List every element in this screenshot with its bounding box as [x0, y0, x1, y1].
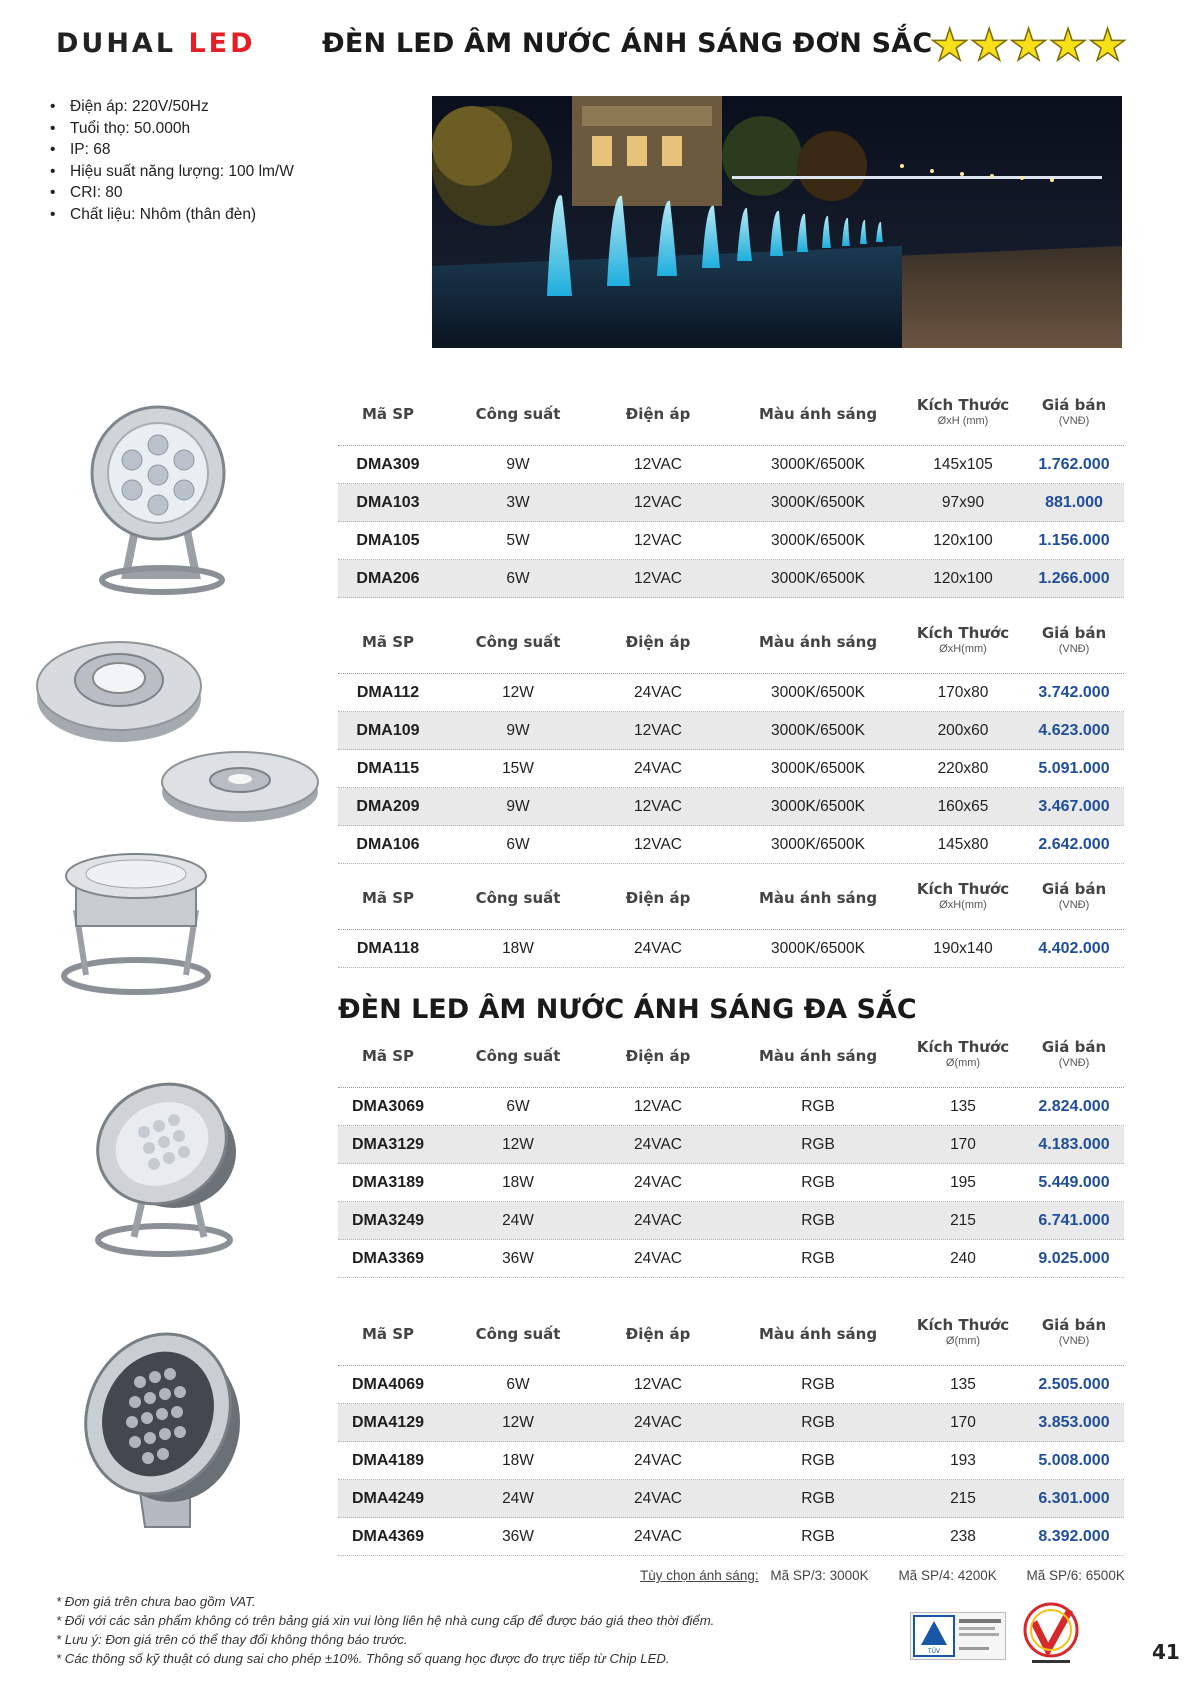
footnote: * Các thông số kỹ thuật có dung sai cho phép ±10%. Thông số quang học được đo trực tiếp từ Chip LED. — [56, 1651, 670, 1666]
cell-price: 5.449.000 — [1038, 1174, 1110, 1191]
cell-price: 4.402.000 — [1038, 940, 1110, 957]
col-header-price: Giá bán (VNĐ) — [1041, 1038, 1107, 1069]
cell-size: 220x80 — [937, 760, 989, 777]
cell-code: DMA4069 — [351, 1376, 425, 1393]
cell-voltage: 12VAC — [634, 836, 682, 853]
star-rating — [930, 21, 1128, 70]
brand-name: DUHAL — [56, 28, 177, 59]
cell-size: 97x90 — [941, 494, 985, 511]
cell-code: DMA3129 — [351, 1136, 425, 1153]
cell-price: 5.008.000 — [1038, 1452, 1110, 1469]
hero-fountain-photo — [432, 96, 1122, 348]
cell-power: 5W — [506, 532, 530, 549]
cell-color: RGB — [801, 1136, 835, 1153]
cell-power: 15W — [502, 760, 534, 777]
cell-voltage: 12VAC — [634, 494, 682, 511]
cell-price: 6.741.000 — [1038, 1212, 1110, 1229]
cell-code: DMA4249 — [351, 1490, 425, 1507]
cell-power: 18W — [502, 1452, 534, 1469]
cell-code: DMA4129 — [351, 1414, 425, 1431]
cell-color: 3000K/6500K — [771, 684, 865, 701]
star-icon: ★ — [1008, 21, 1049, 70]
page-number: 41 — [1152, 1640, 1180, 1664]
col-header-code: Mã SP — [361, 633, 415, 651]
table-row — [338, 1442, 1124, 1480]
star-icon: ★ — [1048, 21, 1088, 70]
cell-power: 12W — [502, 1136, 534, 1153]
table-row — [338, 1366, 1124, 1404]
cell-code: DMA105 — [356, 532, 420, 549]
cell-color: 3000K/6500K — [771, 722, 865, 739]
cell-size: 145x105 — [933, 456, 993, 473]
cell-code: DMA206 — [356, 570, 420, 587]
cell-price: 3.742.000 — [1038, 684, 1110, 701]
cell-color: 3000K/6500K — [771, 798, 865, 815]
cell-size: 200x60 — [937, 722, 989, 739]
cell-power: 18W — [502, 1174, 534, 1191]
col-header-price: Giá bán (VNĐ) — [1041, 1316, 1107, 1347]
cell-price: 4.623.000 — [1038, 722, 1110, 739]
col-header-color: Màu ánh sáng — [758, 1325, 878, 1343]
cell-power: 24W — [502, 1212, 534, 1229]
table-row — [338, 1126, 1124, 1164]
light-options — [640, 1568, 1151, 1583]
cell-power: 3W — [506, 494, 530, 511]
cell-power: 12W — [502, 1414, 534, 1431]
col-header-power: Công suất — [475, 1325, 561, 1343]
cell-size: 195 — [950, 1174, 976, 1191]
cell-code: DMA115 — [356, 760, 420, 777]
table-header — [338, 874, 1124, 930]
cell-power: 12W — [502, 684, 534, 701]
cell-code: DMA209 — [356, 798, 420, 815]
col-header-price: Giá bán (VNĐ) — [1041, 396, 1107, 427]
cell-color: RGB — [801, 1098, 835, 1115]
cell-voltage: 24VAC — [634, 1490, 682, 1507]
spec-item: • Chất liệu: Nhôm (thân đèn) — [50, 204, 294, 226]
product-image-dma112 — [34, 628, 204, 746]
cell-color: RGB — [801, 1250, 835, 1267]
cell-color: 3000K/6500K — [771, 760, 865, 777]
cell-voltage: 12VAC — [634, 722, 682, 739]
spec-item: • Điện áp: 220V/50Hz — [50, 96, 294, 118]
cell-code: DMA3189 — [351, 1174, 425, 1191]
col-header-power: Công suất — [475, 633, 561, 651]
brand-logo — [56, 28, 256, 59]
cell-color: 3000K/6500K — [771, 494, 865, 511]
table-row — [338, 522, 1124, 560]
cell-voltage: 24VAC — [634, 1414, 682, 1431]
table-header — [338, 618, 1124, 674]
col-header-color: Màu ánh sáng — [758, 633, 878, 651]
cell-price: 9.025.000 — [1038, 1250, 1110, 1267]
col-header-price: Giá bán (VNĐ) — [1041, 624, 1107, 655]
col-header-voltage: Điện áp — [625, 633, 691, 651]
cell-price: 2.505.000 — [1038, 1376, 1110, 1393]
cell-voltage: 24VAC — [634, 1212, 682, 1229]
spec-item: • CRI: 80 — [50, 182, 294, 204]
cell-code: DMA103 — [356, 494, 420, 511]
product-image-dma3069 — [84, 1072, 244, 1262]
spec-item: • IP: 68 — [50, 139, 294, 161]
cell-voltage: 12VAC — [634, 570, 682, 587]
cell-size: 170 — [950, 1414, 976, 1431]
col-header-color: Màu ánh sáng — [758, 1047, 878, 1065]
cell-size: 135 — [950, 1098, 976, 1115]
cell-power: 24W — [502, 1490, 534, 1507]
col-header-color: Màu ánh sáng — [758, 889, 878, 907]
col-header-price: Giá bán (VNĐ) — [1041, 880, 1107, 911]
table-header — [338, 1310, 1124, 1366]
cell-power: 9W — [506, 798, 530, 815]
cell-voltage: 12VAC — [634, 1376, 682, 1393]
table-row — [338, 1088, 1124, 1126]
cell-size: 238 — [950, 1528, 976, 1545]
col-header-code: Mã SP — [361, 889, 415, 907]
cell-voltage: 24VAC — [634, 940, 682, 957]
cell-price: 1.762.000 — [1038, 456, 1110, 473]
cell-size: 170x80 — [937, 684, 989, 701]
cell-power: 6W — [506, 1376, 530, 1393]
cell-color: 3000K/6500K — [771, 532, 865, 549]
cell-size: 145x80 — [937, 836, 989, 853]
cell-code: DMA3369 — [351, 1250, 425, 1267]
spec-list — [50, 96, 294, 225]
col-header-size: Kích Thước Ø(mm) — [916, 1038, 1010, 1069]
cell-color: RGB — [801, 1452, 835, 1469]
cell-color: 3000K/6500K — [771, 456, 865, 473]
col-header-power: Công suất — [475, 889, 561, 907]
cell-power: 6W — [506, 836, 530, 853]
cell-voltage: 24VAC — [634, 1452, 682, 1469]
col-header-color: Màu ánh sáng — [758, 405, 878, 423]
light-option: Mã SP/6: 6500K — [1026, 1568, 1125, 1583]
cell-power: 36W — [502, 1250, 534, 1267]
cell-voltage: 24VAC — [634, 1174, 682, 1191]
brand-led: LED — [188, 28, 256, 59]
cell-power: 36W — [502, 1528, 534, 1545]
table-row — [338, 446, 1124, 484]
cell-price: 3.467.000 — [1038, 798, 1110, 815]
product-image-dma4069 — [80, 1322, 248, 1538]
cell-size: 120x100 — [933, 570, 993, 587]
tuv-certification-logo — [910, 1612, 1006, 1660]
cell-code: DMA309 — [356, 456, 420, 473]
cell-code: DMA3249 — [351, 1212, 425, 1229]
table-row — [338, 674, 1124, 712]
cell-color: RGB — [801, 1528, 835, 1545]
col-header-code: Mã SP — [361, 405, 415, 423]
cell-color: RGB — [801, 1490, 835, 1507]
col-header-voltage: Điện áp — [625, 889, 691, 907]
cell-power: 9W — [506, 722, 530, 739]
cell-voltage: 12VAC — [634, 1098, 682, 1115]
footnote: * Đối với các sản phẩm không có trên bảng giá xin vui lòng liên hệ nhà cung cấp để được báo giá theo thời điểm. — [56, 1613, 715, 1628]
col-header-size: Kích Thước ØxH(mm) — [916, 624, 1010, 655]
cell-code: DMA4369 — [351, 1528, 425, 1545]
table-row — [338, 1480, 1124, 1518]
col-header-voltage: Điện áp — [625, 1325, 691, 1343]
col-header-code: Mã SP — [361, 1325, 415, 1343]
cell-price: 6.301.000 — [1038, 1490, 1110, 1507]
cell-voltage: 12VAC — [634, 532, 682, 549]
cell-price: 5.091.000 — [1038, 760, 1110, 777]
cell-size: 190x140 — [933, 940, 993, 957]
star-icon: ★ — [930, 21, 970, 70]
svg-text:TÜV: TÜV — [927, 1648, 941, 1655]
col-header-power: Công suất — [475, 1047, 561, 1065]
light-option: Mã SP/4: 4200K — [898, 1568, 997, 1583]
table-row — [338, 750, 1124, 788]
cell-size: 215 — [950, 1212, 976, 1229]
cell-price: 2.824.000 — [1038, 1098, 1110, 1115]
cell-code: DMA118 — [356, 940, 420, 957]
table-header — [338, 1032, 1124, 1088]
footnotes — [56, 1592, 714, 1668]
cell-power: 18W — [502, 940, 534, 957]
table-row — [338, 826, 1124, 864]
cell-power: 6W — [506, 1098, 530, 1115]
cell-power: 6W — [506, 570, 530, 587]
table-row — [338, 484, 1124, 522]
table-header — [338, 390, 1124, 446]
table-row — [338, 1202, 1124, 1240]
cell-color: RGB — [801, 1174, 835, 1191]
cell-voltage: 12VAC — [634, 798, 682, 815]
price-table-1 — [338, 390, 1124, 598]
price-table-2 — [338, 618, 1124, 864]
cell-size: 135 — [950, 1376, 976, 1393]
cell-voltage: 24VAC — [634, 760, 682, 777]
cell-color: 3000K/6500K — [771, 836, 865, 853]
light-options-label: Tùy chọn ánh sáng: — [640, 1568, 759, 1583]
cell-code: DMA4189 — [351, 1452, 425, 1469]
table-row — [338, 1164, 1124, 1202]
table-row — [338, 1518, 1124, 1556]
col-header-voltage: Điện áp — [625, 1047, 691, 1065]
table-row — [338, 930, 1124, 968]
price-table-4 — [338, 1032, 1124, 1278]
footnote: * Đơn giá trên chưa bao gồm VAT. — [56, 1594, 256, 1609]
product-image-dma118 — [56, 850, 214, 998]
price-table-3 — [338, 874, 1124, 968]
table-row — [338, 1240, 1124, 1278]
cell-voltage: 24VAC — [634, 1250, 682, 1267]
table-row — [338, 560, 1124, 598]
cell-color: RGB — [801, 1376, 835, 1393]
section-title-multicolor: ĐÈN LED ÂM NƯỚC ÁNH SÁNG ĐA SẮC — [338, 994, 917, 1025]
table-row — [338, 788, 1124, 826]
cell-color: 3000K/6500K — [771, 570, 865, 587]
cell-power: 9W — [506, 456, 530, 473]
cell-voltage: 24VAC — [634, 1528, 682, 1545]
product-image-dma109 — [160, 740, 320, 826]
cell-price: 4.183.000 — [1038, 1136, 1110, 1153]
cell-size: 160x65 — [937, 798, 989, 815]
col-header-power: Công suất — [475, 405, 561, 423]
table-row — [338, 712, 1124, 750]
cell-price: 8.392.000 — [1038, 1528, 1110, 1545]
cell-color: RGB — [801, 1212, 835, 1229]
product-image-dma309 — [86, 405, 238, 595]
footnote: * Lưu ý: Đơn giá trên có thể thay đổi không thông báo trước. — [56, 1632, 408, 1647]
cell-size: 120x100 — [933, 532, 993, 549]
cell-code: DMA106 — [356, 836, 420, 853]
cell-color: 3000K/6500K — [771, 940, 865, 957]
cell-code: DMA112 — [356, 684, 420, 701]
cell-size: 193 — [950, 1452, 976, 1469]
table-row — [338, 1404, 1124, 1442]
star-icon: ★ — [1087, 21, 1128, 70]
spec-item: • Hiệu suất năng lượng: 100 lm/W — [50, 161, 294, 183]
col-header-size: Kích Thước ØxH (mm) — [916, 396, 1010, 427]
price-table-5 — [338, 1310, 1124, 1556]
col-header-voltage: Điện áp — [625, 405, 691, 423]
cell-price: 3.853.000 — [1038, 1414, 1110, 1431]
cell-voltage: 24VAC — [634, 684, 682, 701]
cell-price: 2.642.000 — [1038, 836, 1110, 853]
cell-code: DMA3069 — [351, 1098, 425, 1115]
col-header-code: Mã SP — [361, 1047, 415, 1065]
hvnclc-seal-logo — [1022, 1600, 1080, 1670]
col-header-size: Kích Thước ØxH(mm) — [916, 880, 1010, 911]
cell-price: 1.156.000 — [1038, 532, 1110, 549]
cell-size: 215 — [950, 1490, 976, 1507]
star-icon: ★ — [969, 21, 1009, 70]
cell-code: DMA109 — [356, 722, 420, 739]
cell-voltage: 12VAC — [634, 456, 682, 473]
cell-voltage: 24VAC — [634, 1136, 682, 1153]
page-title: ĐÈN LED ÂM NƯỚC ÁNH SÁNG ĐƠN SẮC — [322, 28, 933, 59]
cell-size: 240 — [950, 1250, 976, 1267]
cell-price: 881.000 — [1045, 494, 1103, 511]
light-option: Mã SP/3: 3000K — [770, 1568, 869, 1583]
cell-size: 170 — [950, 1136, 976, 1153]
col-header-size: Kích Thước Ø(mm) — [916, 1316, 1010, 1347]
spec-item: • Tuổi thọ: 50.000h — [50, 118, 294, 140]
cell-color: RGB — [801, 1414, 835, 1431]
cell-price: 1.266.000 — [1038, 570, 1110, 587]
